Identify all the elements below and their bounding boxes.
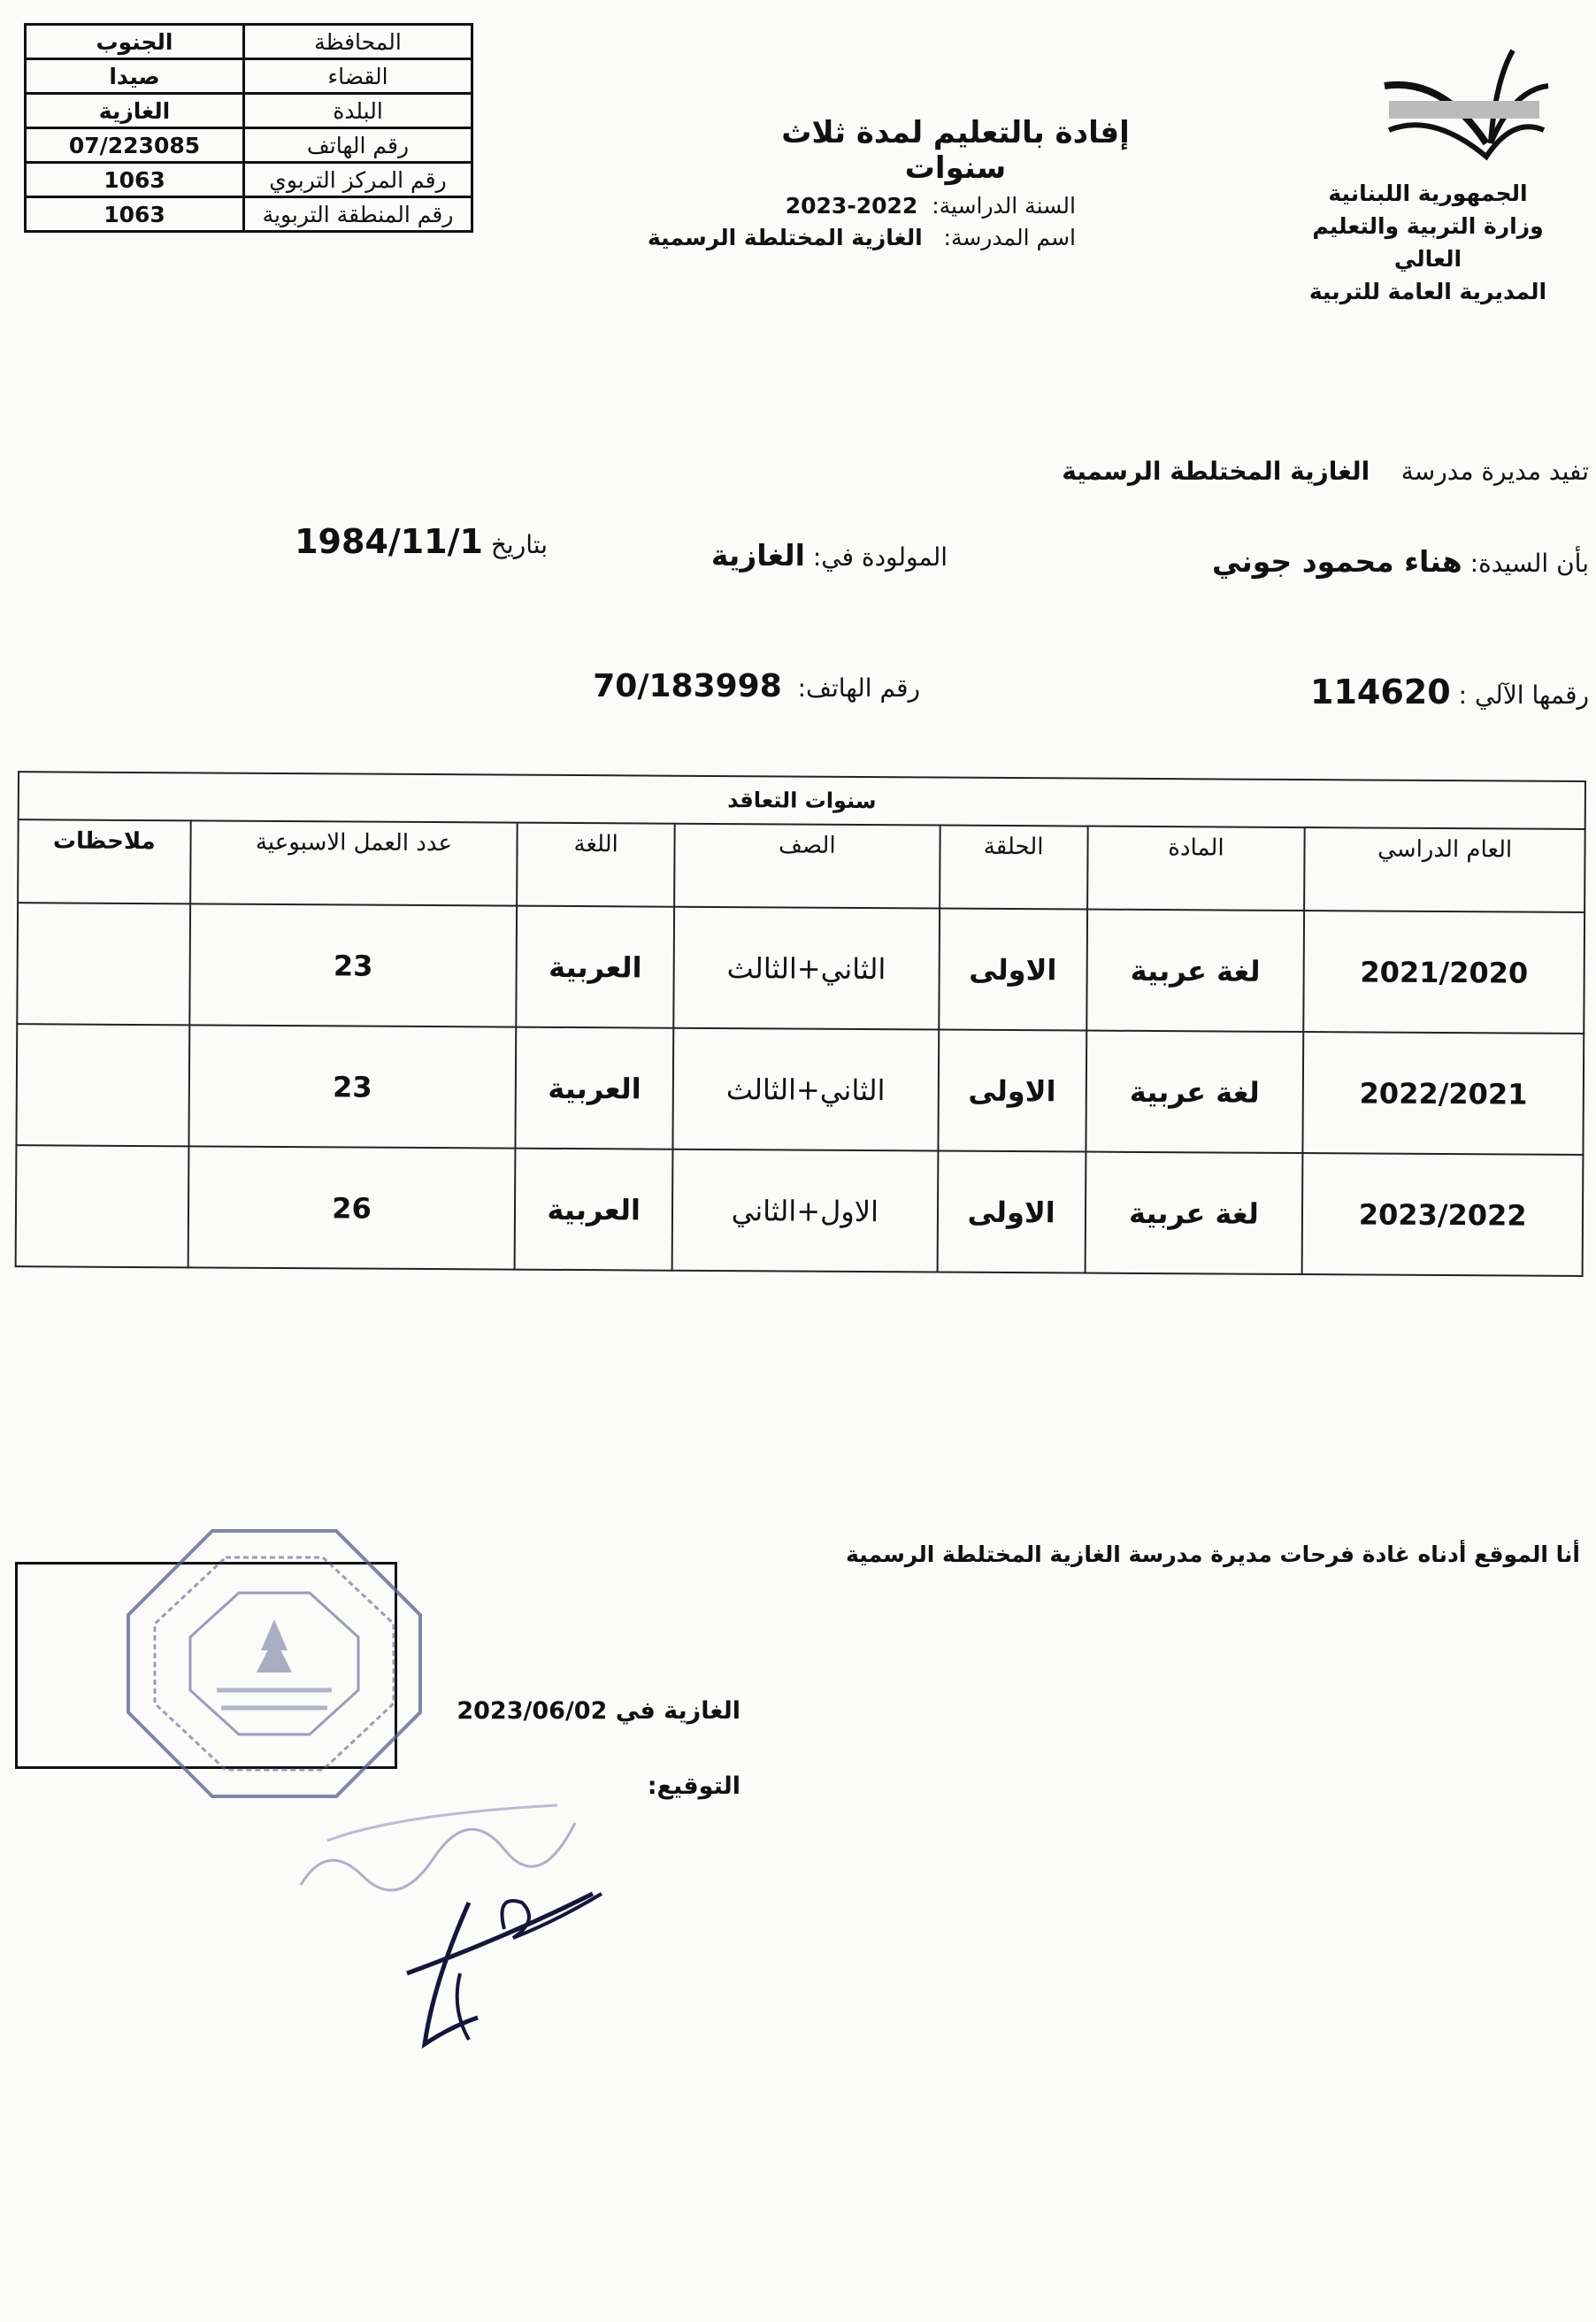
table-row: [16, 1145, 1584, 1276]
contract-years-table: [15, 771, 1586, 1277]
intro-text: تفيد مديرة مدرسة: [1400, 457, 1589, 486]
cell-year: 2022/2021: [1303, 1032, 1584, 1155]
table-row: [26, 25, 472, 59]
intro-line: [1062, 457, 1589, 486]
col-header: اللغة: [518, 823, 675, 907]
cell-language: العربية: [515, 1149, 672, 1271]
info-label: رقم المنطقة التربوية: [244, 197, 472, 232]
directorate-name: المديرية العامة للتربية: [1308, 279, 1547, 304]
table-row: [26, 197, 472, 232]
info-label: رقم المركز التربوي: [244, 163, 472, 197]
cell-year: 2023/2022: [1302, 1153, 1583, 1276]
cell-subject: لغة عربية: [1086, 910, 1305, 1032]
cell-year: 2021/2020: [1304, 911, 1584, 1034]
number-line: [1310, 673, 1589, 711]
ministry-block: [1295, 177, 1561, 308]
cell-grade: الاول+الثاني: [671, 1149, 938, 1272]
cell-hours: 23: [189, 903, 518, 1026]
phone-label: رقم الهاتف:: [797, 673, 920, 703]
number-label: رقمها الآلي :: [1458, 680, 1589, 710]
teacher-name: هناء محمود جوني: [1211, 544, 1462, 579]
document-title: إفادة بالتعليم لمدة ثلاث سنوات: [781, 115, 1130, 186]
table-header-row: [18, 819, 1585, 912]
phone-number: 70/183998: [593, 668, 782, 704]
info-value: صيدا: [26, 59, 244, 94]
info-label: المحافظة: [244, 25, 472, 59]
republic-name: الجمهورية اللبنانية: [1328, 181, 1528, 206]
birth-place: الغازية: [710, 538, 805, 573]
table-row: [26, 163, 472, 197]
table-row: [26, 94, 472, 128]
cell-cycle: الاولى: [938, 1030, 1086, 1152]
cell-language: العربية: [516, 1027, 673, 1149]
col-header: الحلقة: [940, 826, 1087, 910]
birthplace-line: [711, 538, 948, 573]
birth-date: 1984/11/1: [295, 522, 483, 561]
table-row: [16, 1024, 1584, 1155]
ministry-name: وزارة التربية والتعليم العالي: [1312, 213, 1544, 272]
cell-notes: [16, 1024, 188, 1146]
info-value: الغازية: [26, 94, 244, 128]
table-row: [26, 128, 472, 163]
signature-icon: [398, 1876, 610, 2053]
cell-notes: [17, 903, 189, 1025]
academic-year-value: 2022-2023: [785, 193, 918, 219]
col-header: المادة: [1087, 827, 1305, 911]
school-name-line: [648, 225, 1076, 250]
cell-hours: 26: [188, 1146, 516, 1269]
info-label: رقم الهاتف: [244, 128, 472, 163]
col-header: العام الدراسي: [1304, 827, 1584, 912]
cell-cycle: الاولى: [939, 909, 1087, 1031]
cell-grade: الثاني+الثالث: [672, 1028, 939, 1151]
phone-line: [593, 668, 920, 704]
cell-subject: لغة عربية: [1085, 1152, 1303, 1274]
col-header: ملاحظات: [18, 819, 190, 903]
info-value: الجنوب: [26, 25, 244, 59]
table-row: [26, 59, 472, 94]
cell-grade: الثاني+الثالث: [673, 907, 940, 1030]
info-value: 07/223085: [26, 128, 244, 163]
info-label: البلدة: [244, 94, 472, 128]
employee-number: 114620: [1310, 673, 1451, 711]
cell-cycle: الاولى: [937, 1151, 1086, 1273]
cell-subject: لغة عربية: [1086, 1031, 1304, 1153]
academic-year-label: السنة الدراسية:: [932, 193, 1076, 219]
cell-hours: 23: [188, 1025, 517, 1148]
cell-language: العربية: [517, 906, 674, 1028]
birthdate-line: [295, 522, 548, 561]
official-stamp-icon: [115, 1518, 434, 1810]
school-info-table: [24, 23, 473, 233]
place-date: الغازية في 2023/06/02: [457, 1697, 740, 1725]
info-value: 1063: [26, 197, 244, 232]
date-label: بتاريخ: [490, 530, 548, 559]
signature-label: التوقيع:: [647, 1772, 740, 1800]
ministry-logo-icon: [1380, 46, 1553, 161]
group-header: سنوات التعاقد: [19, 772, 1585, 829]
cell-notes: [16, 1145, 188, 1267]
col-header: الصف: [674, 824, 940, 909]
info-value: 1063: [26, 163, 244, 197]
academic-year-line: [786, 193, 1076, 219]
name-line: [1212, 544, 1589, 579]
col-header: عدد العمل الاسبوعية: [190, 820, 518, 905]
declaration-statement: أنا الموقع أدناه غادة فرحات مديرة مدرسة الغازية المختلطة الرسمية: [846, 1542, 1580, 1567]
table-row: [17, 903, 1584, 1034]
born-label: المولودة في:: [812, 542, 948, 572]
school-name-value: الغازية المختلطة الرسمية: [648, 225, 923, 250]
name-label: بأن السيدة:: [1469, 549, 1589, 578]
intro-school: الغازية المختلطة الرسمية: [1062, 457, 1370, 486]
school-label: اسم المدرسة:: [943, 225, 1076, 250]
info-label: القضاء: [244, 59, 472, 94]
